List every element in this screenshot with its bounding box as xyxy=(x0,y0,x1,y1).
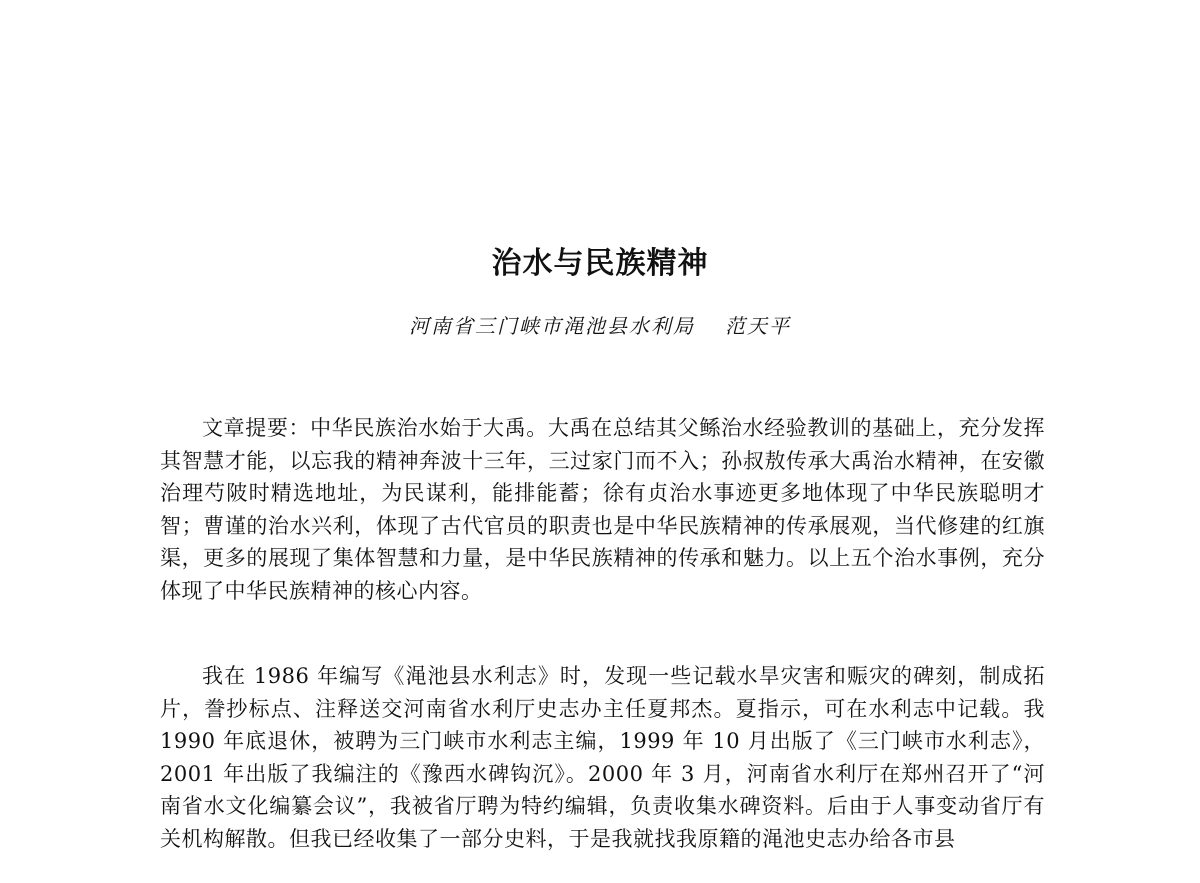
article-title: 治水与民族精神 xyxy=(491,246,709,281)
body-paragraph: 我在 1986 年编写《渑池县水利志》时，发现一些记载水旱灾害和赈灾的碑刻，制成拓片，誊抄标点、注释送交河南省水利厅史志办主任夏邦杰。夏指示，可在水利志中记载。我 1990 年底退休，被聘为三门峡市水利志主编，1999 年 10 月出版了《三门峡市水利志》，2001 年出版了我编注的《豫西水碑钩沉》。2000 年 3 月，河南省水利厅在郑州召开了“河南省水文化编纂会议”，我被省厅聘为特约编辑，负责收集水碑资料。后由于人事变动省厅有关机构解散。但我已经收集了一部分史料，于是我就找我原籍的渑池史志办给各市县 xyxy=(160,664,1045,851)
abstract-paragraph: 文章提要：中华民族治水始于大禹。大禹在总结其父鲧治水经验教训的基础上，充分发挥其智慧才能，以忘我的精神奔波十三年，三过家门而不入；孙叔敖传承大禹治水精神，在安徽治理芍陂时精选地址，为民谋利，能排能蓄；徐有贞治水事迹更多地体现了中华民族聪明才智；曹谨的治水兴利，体现了古代官员的职责也是中华民族精神的传承展观，当代修建的红旗渠，更多的展现了集体智慧和力量，是中华民族精神的传承和魅力。以上五个治水事例，充分体现了中华民族精神的核心内容。 xyxy=(160,416,1045,603)
author-affiliation: 河南省三门峡市渑池县水利局 xyxy=(409,314,695,338)
author-name: 范天平 xyxy=(725,314,791,338)
byline xyxy=(0,310,1200,339)
